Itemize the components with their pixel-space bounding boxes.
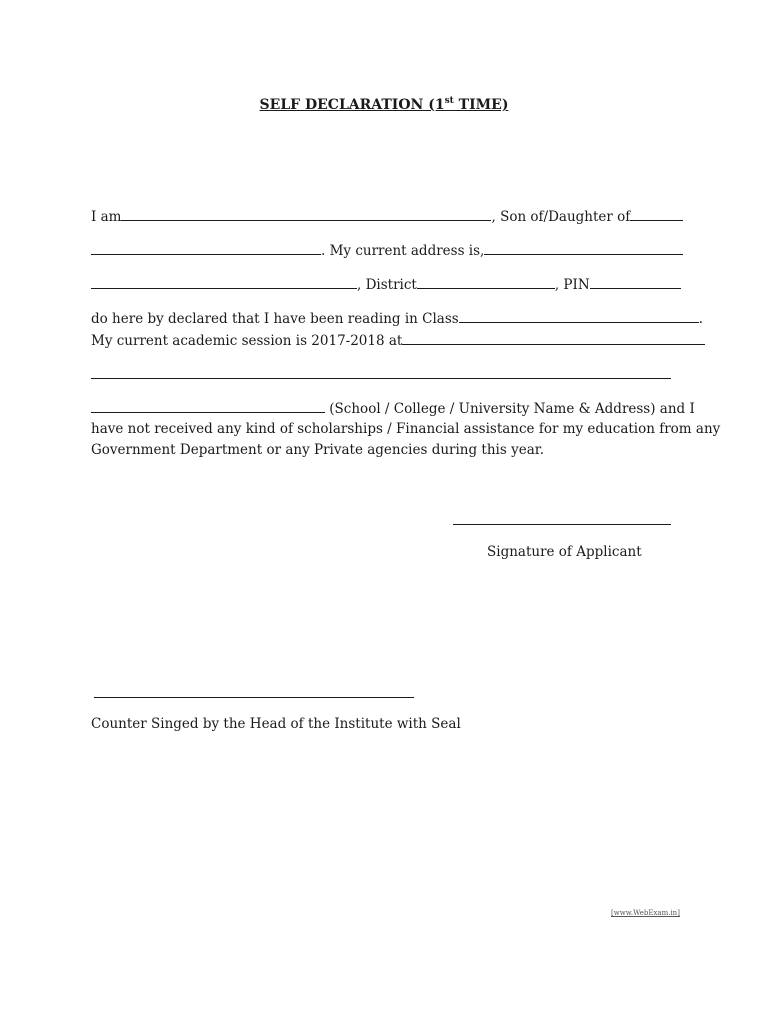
label-pin: , PIN bbox=[554, 277, 590, 293]
footer-watermark: [www.WebExam.in] bbox=[611, 909, 680, 917]
parent-name-field-1[interactable] bbox=[630, 207, 683, 221]
label-address: . My current address is, bbox=[321, 243, 485, 259]
pin-field[interactable] bbox=[590, 275, 681, 289]
district-field[interactable] bbox=[417, 275, 555, 289]
line-class bbox=[91, 309, 703, 327]
line-blank bbox=[91, 365, 671, 383]
label-district: , District bbox=[357, 277, 417, 293]
line-name bbox=[91, 207, 683, 225]
institute-field-1[interactable] bbox=[402, 331, 705, 345]
institute-field-3[interactable] bbox=[91, 399, 325, 413]
address-field-1[interactable] bbox=[484, 241, 683, 255]
address-field-2[interactable] bbox=[91, 275, 357, 289]
applicant-signature-line[interactable] bbox=[453, 524, 671, 525]
institute-field-2[interactable] bbox=[91, 365, 671, 379]
label-session: My current academic session is 2017-2018 at bbox=[91, 333, 403, 349]
line-govt: Government Department or any Private agencies during this year. bbox=[91, 442, 545, 458]
label-reading: do here by declared that I have been reading in Class bbox=[91, 311, 459, 327]
line-district bbox=[91, 275, 681, 293]
counter-signature-line[interactable] bbox=[94, 697, 414, 698]
counter-signature-label: Counter Singed by the Head of the Institute with Seal bbox=[91, 716, 461, 732]
line-address bbox=[91, 241, 683, 259]
name-field[interactable] bbox=[121, 207, 491, 221]
line-school bbox=[91, 399, 695, 417]
label-school: (School / College / University Name & Address) and I bbox=[325, 401, 695, 417]
line-session bbox=[91, 331, 705, 349]
period: . bbox=[698, 311, 703, 327]
parent-name-field-2[interactable] bbox=[91, 241, 321, 255]
page-title: SELF DECLARATION (1st TIME) bbox=[259, 96, 509, 113]
applicant-signature-label: Signature of Applicant bbox=[487, 544, 642, 560]
label-i-am: I am bbox=[91, 209, 122, 225]
label-son-of: , Son of/Daughter of bbox=[491, 209, 631, 225]
line-not-received: have not received any kind of scholarships / Financial assistance for my education from any bbox=[91, 421, 721, 437]
class-field[interactable] bbox=[459, 309, 699, 323]
